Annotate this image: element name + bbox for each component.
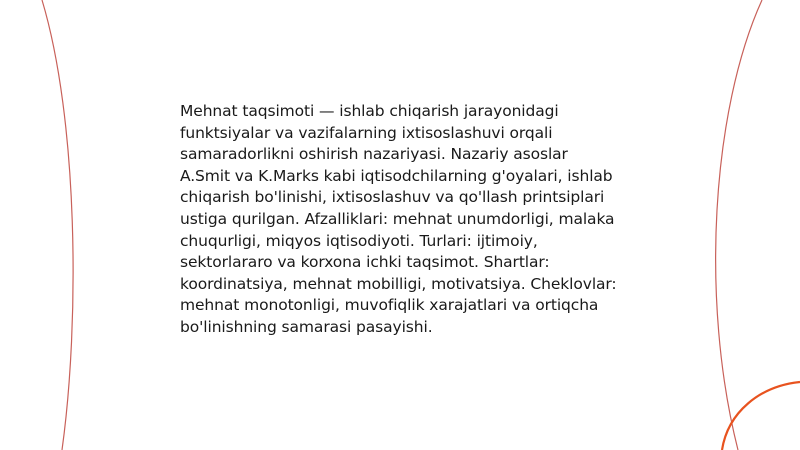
bottom-right-accent-circle xyxy=(722,382,800,450)
slide-body-text: Mehnat taqsimoti — ishlab chiqarish jarayonidagi funktsiyalar va vazifalarning ixtisoslashuvi orqali samaradorlikni oshirish nazariyasi. Nazariy asoslar A.Smit va K.Marks kabi iqtisodchilarning g'oyalari, ishlab chiqarish bo'linishi, ixtisoslashuv va qo'llash printsiplari ustiga qurilgan. Afzalliklari: mehnat unumdorligi, malaka chuqurligi, miqyos iqtisodiyoti. Turlari: ijtimoiy, sektorlararo va korxona ichki taqsimot. Shartlar: koordinatsiya, mehnat mobilligi, motivatsiya. Cheklovlar: mehnat monotonligi, muvofiqlik xarajatlari va ortiqcha bo'linishning samarasi pasayishi. xyxy=(180,102,617,336)
right-arc-line xyxy=(716,0,762,450)
left-arc-line xyxy=(42,0,73,450)
